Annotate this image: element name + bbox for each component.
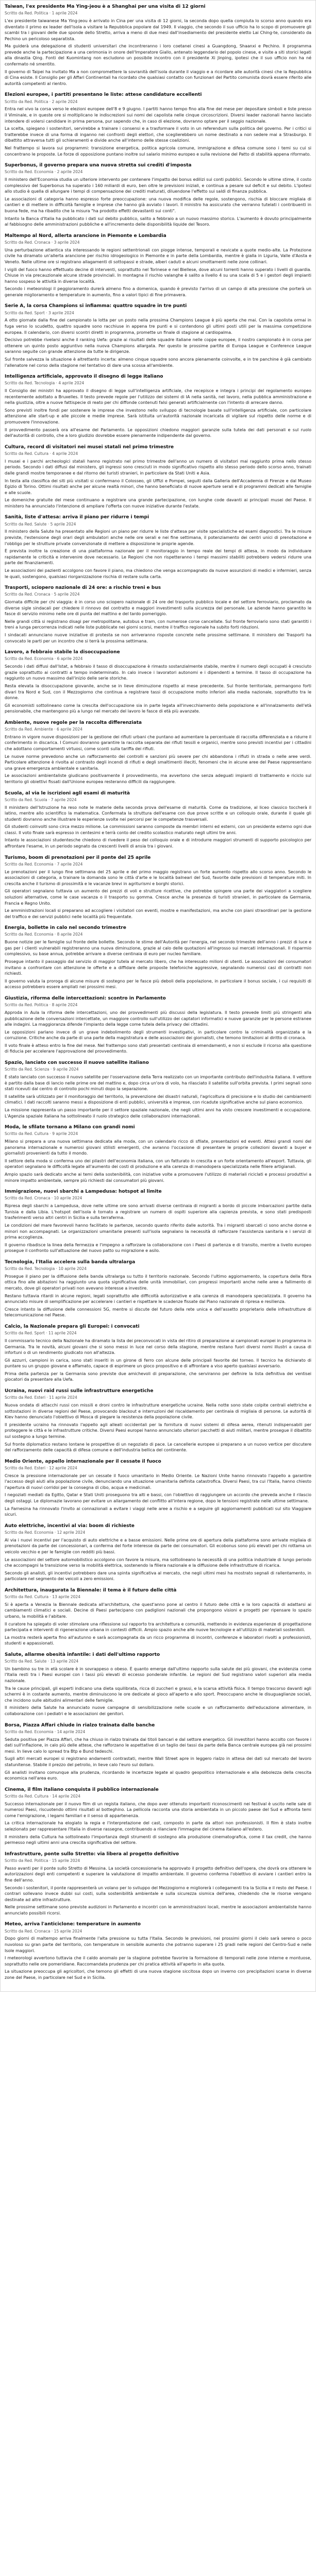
article (5, 995, 311, 1055)
article-paragraph: Secondo i sostenitori, il ponte rappresenterà un volano per lo sviluppo del Mezzogiorno e migliorerà i collegamenti tra la Sicilia e il resto del Paese. I contrari sollevano invece dubbi sui costi, sulla sostenibilità ambientale e sulla sicurezza sismica dell'area, chiedendo che le risorse vengano destinate ad altre infrastrutture. (5, 1885, 311, 1902)
article-title[interactable]: Intelligenza artificiale, approvato il disegno di legge italiano (5, 374, 163, 380)
article-meta: Scritto da Red. Sport · 11 aprile 2024 (5, 1331, 77, 1336)
article-meta: Scritto da Red. Tecnologia · 10 aprile 2024 (5, 1266, 87, 1271)
article-meta: Scritto da Red. Economia · 2 aprile 2024 (5, 170, 83, 175)
article-paragraph: Gli economisti sottolineano come la crescita dell'occupazione sia in parte legata all'invecchiamento della popolazione e all'innalzamento dell'età pensionabile, che mantengono più a lungo nel mercato del lavoro le fasce di età più avanzate. (5, 703, 311, 714)
article-paragraph: Le associazioni ambientaliste giudicano positivamente il provvedimento, ma avvertono che senza adeguati impianti di trattamento e riciclo sul territorio gli obiettivi fissati dall'Unione europea resteranno difficili da raggiungere. (5, 773, 311, 784)
article-paragraph: Gli operatori segnalano tuttavia un aumento dei prezzi di voli e strutture ricettive, che potrebbe spingere una parte dei viaggiatori a scegliere soluzioni alternative, come le case vacanza o il trasporto su gomma. Cresce anche la presenza di turisti stranieri, in particolare da Germania, Francia e Regno Unito. (5, 889, 311, 906)
article-paragraph: Il ministero dell'Economia studia un ulteriore intervento per contenere l'impatto dei bonus edilizi sui conti pubblici. Secondo le ultime stime, il costo complessivo del Superbonus ha superato i 160 miliardi di euro, ben oltre le previsioni iniziali, e continua a pesare sul deficit e sul debito. L'ipotesi allo studio è quella di allungare i tempi di compensazione dei crediti maturati, diluendone l'effetto sui saldi di finanza pubblica. (5, 177, 311, 194)
article-title[interactable]: Ambiente, nuove regole per la raccolta differenziata (5, 720, 142, 725)
article-body (5, 1866, 311, 1917)
article-meta: Scritto da Red. Esteri · 12 aprile 2024 (5, 1465, 77, 1470)
article-paragraph: La mostra resterà aperta fino all'autunno e sarà accompagnata da un ricco programma di incontri, conferenze e laboratori rivolti a professionisti, studenti e appassionati. (5, 1635, 311, 1646)
article-paragraph: Il governo di Taipei ha invitato Ma a non compromettere la sovranità dell'isola durante il viaggio e a ricordare alle autorità cinesi che la Repubblica di Cina esiste. Il Consiglio per gli Affari Continentali ha ricordato che qualsiasi contatto con funzionari del Partito comunista dovrà essere riferito alle autorità competenti al rientro. (5, 69, 311, 86)
article-body (5, 664, 311, 715)
article-paragraph: Gli studenti coinvolti sono circa mezzo milione. Le commissioni saranno composte da membri interni ed esterni, con un presidente esterno ogni due classi. Il voto finale sarà espresso in centesimi e terrà conto del credito scolastico maturato negli ultimi tre anni. (5, 824, 311, 835)
article (5, 1124, 311, 1183)
article-paragraph: La missione rappresenta un passo importante per il settore spaziale nazionale, che negli ultimi anni ha visto crescere investimenti e occupazione. L'Agenzia spaziale italiana ha sottolineato il ruolo strategico delle collaborazioni internazionali. (5, 1107, 311, 1118)
article-paragraph: Dopo giorni di maltempo arriva finalmente l'alta pressione su tutta l'Italia. Secondo le previsioni, nei prossimi giorni il cielo sarà sereno o poco nuvoloso su gran parte del territorio, con temperature in sensibile aumento che potranno superare i 25 gradi nelle regioni del Centro-Sud e nelle Isole maggiori. (5, 1936, 311, 1953)
article-meta: Scritto da Red. Politica · 15 aprile 2024 (5, 1858, 80, 1863)
article (5, 1921, 311, 1980)
article-paragraph: Il presidente ucraino ha rinnovato l'appello agli alleati occidentali per la fornitura di nuovi sistemi di difesa aerea, ritenuti indispensabili per proteggere le città e le infrastrutture critiche. Diversi Paesi europei hanno annunciato ulteriori pacchetti di aiuti militari, mentre prosegue il dibattito sul sostegno a lungo termine. (5, 1422, 311, 1439)
article-body (5, 106, 311, 157)
article-paragraph: Il governo valuta la proroga di alcune misure di sostegno per le fasce più deboli della popolazione, in particolare il bonus sociale, i cui requisiti di accesso potrebbero essere ampliati nei prossimi mesi. (5, 978, 311, 990)
article-meta: Scritto da Red. Politica · 2 aprile 2024 (5, 99, 78, 104)
article-paragraph: Secondo i meteorologi il peggioramento durerà almeno fino a domenica, quando è previsto l'arrivo di un campo di alta pressione che porterà un generale miglioramento e temperature in aumento, fino a valori tipici di fine primavera. (5, 286, 311, 297)
article-paragraph: Buone notizie per le famiglie sul fronte delle bollette. Secondo le stime dell'Autorità per l'energia, nel secondo trimestre dell'anno i prezzi di luce e gas per i clienti vulnerabili registreranno una nuova diminuzione, grazie al calo delle quotazioni all'ingrosso sui mercati internazionali. Il risparmio complessivo, su base annua, potrebbe arrivare a diverse centinaia di euro per nucleo familiare. (5, 940, 311, 957)
article-paragraph: In testa alla classifica dei siti più visitati si confermano il Colosseo, gli Uffizi e Pompei, seguiti dalla Galleria dell'Accademia di Firenze e dal Museo Egizio di Torino. Ottimi risultati anche per alcune realtà minori, che hanno beneficiato di nuove aperture serali e di programmi dedicati alle famiglie e alle scuole. (5, 478, 311, 495)
article-paragraph: Intanto le associazioni studentesche chiedono di rivedere il peso del colloquio orale e di introdurre maggiori strumenti di supporto psicologico per affrontare l'esame, in un periodo segnato da crescenti livelli di ansia tra i giovani. (5, 838, 311, 849)
article-meta: Scritto da Red. Cultura · 9 aprile 2024 (5, 1131, 78, 1137)
article-paragraph: Nelle grandi città si registrano disagi per metropolitane, autobus e tram, con numerose corse cancellate. Sul fronte ferroviario sono stati garantiti i treni a lunga percorrenza indicati nelle liste pubblicate nei giorni scorsi, mentre il traffico regionale ha subito forti riduzioni. (5, 619, 311, 630)
article (5, 303, 311, 368)
article-title[interactable]: Salute, allarme obesità infantile: i dati dell'ultimo rapporto (5, 1652, 160, 1657)
article-body (5, 177, 311, 228)
article-meta: Scritto da Red. Economia · 7 aprile 2024 (5, 861, 83, 867)
article-paragraph: Il provvedimento passerà ora all'esame del Parlamento. Le opposizioni chiedono maggiori garanzie sulla tutela dei dati personali e sul ruolo dell'autorità di controllo, che a loro giudizio dovrebbe essere pienamente indipendente dal governo. (5, 427, 311, 438)
article-paragraph: Il ministero della Salute ha presentato alle Regioni un piano per ridurre le liste d'attesa per visite specialistiche ed esami diagnostici. Tra le misure previste, l'estensione degli orari degli ambulatori anche nelle ore serali e nei fine settimana, il potenziamento dei centri unici di prenotazione e l'obbligo per le strutture private convenzionate di mettere a disposizione le proprie agende. (5, 529, 311, 546)
article (5, 162, 311, 228)
article (5, 374, 311, 439)
article-paragraph: La Farnesina ha rinnovato l'invito ai connazionali a evitare i viaggi nelle aree a rischio e a seguire gli aggiornamenti pubblicati sul sito Viaggiare sicuri. (5, 1506, 311, 1517)
article-meta: Scritto da Red. Cronaca · 10 aprile 2024 (5, 1196, 82, 1201)
article-paragraph: Resta elevata la disoccupazione giovanile, anche se in lieve diminuzione rispetto al mese precedente. Sul fronte territoriale, permangono forti divari tra Nord e Sud, con il Mezzogiorno che continua a registrare tassi di occupazione molto inferiori alla media nazionale, soprattutto tra le donne. (5, 683, 311, 701)
article-paragraph: Le nuove norme prevedono anche un rafforzamento dei controlli e sanzioni più severe per chi abbandona i rifiuti in strada o nelle aree verdi. Particolare attenzione è rivolta al contrasto degli incendi di rifiuti e degli smaltimenti illeciti, fenomeni che in alcune aree del Paese rappresentano una grave emergenza ambientale e sanitaria. (5, 754, 311, 771)
article-paragraph: La scelta, spiegano i sostenitori, servirebbe a trainare i consensi e a trasformare il voto in un referendum sulla politica del governo. Per i critici si tratterebbe invece di una forma di inganno nei confronti degli elettori, che sceglierebbero un nome destinato a non sedere mai a Strasburgo. Il dibattito attraversa tutti gli schieramenti e divide anche all'interno delle stesse coalizioni. (5, 126, 311, 143)
article (5, 1587, 311, 1647)
article-meta: Scritto da Red. Tecnologia · 4 aprile 2024 (5, 381, 85, 386)
article (5, 1787, 311, 1846)
article-body (5, 1010, 311, 1055)
article-title[interactable]: Architettura, inaugurata la Biennale: il tema è il futuro delle città (5, 1587, 177, 1593)
article-title[interactable]: Trasporti, sciopero nazionale di 24 ore: a rischio treni e bus (5, 585, 161, 591)
article-title[interactable]: Infrastrutture, ponte sullo Stretto: via libera al progetto definitivo (5, 1851, 179, 1857)
article-list (5, 4, 311, 1981)
article-paragraph: È stato lanciato con successo il nuovo satellite per l'osservazione della Terra realizzato con un importante contributo dell'industria italiana. Il vettore è partito dalla base di lancio nelle prime ore del mattino e, dopo circa un'ora di volo, ha rilasciato il satellite sull'orbita prevista. I primi segnali sono stati ricevuti dal centro di controllo pochi minuti dopo la separazione. (5, 1075, 311, 1092)
article-meta: Scritto da Red. Esteri · 11 aprile 2024 (5, 1395, 77, 1400)
article-paragraph: Il settore della moda si conferma uno dei pilastri dell'economia italiana, con un fatturato in crescita e un forte orientamento all'export. Tuttavia, gli operatori segnalano le difficoltà legate all'aumento dei costi di produzione e alla carenza di manodopera specializzata nelle filiere artigianali. (5, 1158, 311, 1170)
article-meta: Scritto da Red. Sport · 3 aprile 2024 (5, 310, 74, 315)
article-paragraph: Nelle prossime settimane sono previste audizioni in Parlamento e incontri con le amministrazioni locali, mentre le associazioni ambientaliste hanno annunciato possibili ricorsi. (5, 1905, 311, 1916)
article-meta: Scritto da Red. Cronaca · 15 aprile 2024 (5, 1928, 82, 1934)
article-paragraph: Il ministero della Salute ha annunciato nuove campagne di sensibilizzazione nelle scuole e un rafforzamento dell'educazione alimentare, in collaborazione con i pediatri e le associazioni dei genitori. (5, 1705, 311, 1717)
article-title[interactable]: Superbonus, il governo prepara una nuova stretta sui crediti d'imposta (5, 163, 192, 168)
article-paragraph: Successo internazionale per il nuovo film di un regista italiano, che dopo aver ottenuto importanti riconoscimenti nei festival è uscito nelle sale di numerosi Paesi, riscuotendo ottimi risultati al botteghino. La pellicola racconta una storia ambientata in un piccolo paese del Sud e affronta temi come l'emigrazione, i legami familiari e il senso di appartenenza. (5, 1801, 311, 1818)
article-body (5, 18, 311, 87)
article-body (5, 1338, 311, 1383)
article-meta: Scritto da Red. Economia · 8 aprile 2024 (5, 932, 83, 937)
article-paragraph: Restano tuttavia ritardi in alcune regioni, legati soprattutto alle difficoltà autorizzative e alla carenza di manodopera specializzata. Il governo ha annunciato misure di semplificazione per accelerare i cantieri e rispettare le scadenze fissate dal Piano nazionale di ripresa e resilienza. (5, 1293, 311, 1304)
article-title[interactable]: Taiwan, l'ex presidente Ma Ying-jeou è a Shanghai per una visita di 12 giorni (5, 4, 206, 9)
article-paragraph: Secondo i dati diffusi dall'Istat, a febbraio il tasso di disoccupazione è rimasto sostanzialmente stabile, mentre il numero degli occupati è cresciuto grazie soprattutto ai contratti a tempo indeterminato. In calo invece i lavoratori autonomi e i dipendenti a termine. Il tasso di occupazione ha raggiunto un nuovo massimo dall'inizio delle serie storiche. (5, 664, 311, 681)
article-meta: Scritto da Red. Cultura · 4 aprile 2024 (5, 451, 78, 456)
article-title[interactable]: Energia, bollette in calo nel secondo trimestre (5, 925, 126, 931)
article-paragraph: Gli azzurri, campioni in carica, sono stati inseriti in un girone di ferro con alcune delle principali favorite del torneo. Il tecnico ha dichiarato di puntare su un gruppo giovane e affamato, capace di esprimere un gioco propositivo e di affrontare a viso aperto qualsiasi avversario. (5, 1358, 311, 1369)
article-title[interactable]: Cultura, record di visitatori nei musei statali nel primo trimestre (5, 444, 174, 450)
article (5, 92, 311, 157)
article-title[interactable]: Lavoro, a febbraio stabile la disoccupazione (5, 650, 120, 655)
article-body (5, 1602, 311, 1647)
article-paragraph: Nuova ondata di attacchi russi con missili e droni contro le infrastrutture energetiche ucraine. Nella notte sono state colpite centrali elettriche e sottostazioni in diverse regioni del Paese, provocando blackout e interruzioni del riscaldamento per centinaia di migliaia di persone. Le autorità di Kiev hanno denunciato l'obiettivo di Mosca di piegare la resistenza della popolazione civile. (5, 1402, 311, 1420)
article-title[interactable]: Borsa, Piazza Affari chiude in rialzo trainata dalle banche (5, 1722, 155, 1728)
article-meta: Scritto da Red. Ambiente · 6 aprile 2024 (5, 726, 82, 732)
article-paragraph: Prima della partenza per la Germania sono previste due amichevoli di preparazione, che serviranno per definire la lista definitiva dei ventisei giocatori da presentare alla Uefa. (5, 1371, 311, 1382)
article-paragraph: Al via i nuovi incentivi per l'acquisto di auto elettriche e a basse emissioni. Nelle prime ore di apertura della piattaforma sono arrivate migliaia di prenotazioni da parte dei concessionari, a conferma del forte interesse da parte dei consumatori. Gli ecobonus sono più elevati per chi rottama un veicolo vecchio e per le famiglie con redditi più bassi. (5, 1537, 311, 1554)
article-paragraph: A otto giornate dalla fine del campionato la lotta per un posto nella prossima Champions League è più aperta che mai. Con la capolista ormai in fuga verso lo scudetto, quattro squadre sono racchiuse in appena tre punti e si contendono gli ultimi posti utili per la massima competizione europea. Il calendario, con diversi scontri diretti in programma, promette un finale di stagione al cardiopalma. (5, 318, 311, 335)
article-title[interactable]: Tecnologia, l'Italia accelera sulla banda ultralarga (5, 1259, 136, 1265)
article-title[interactable]: Maltempo al Nord, allerta arancione in Piemonte e Lombardia (5, 233, 167, 239)
article-paragraph: Milano si prepara a una nuova settimana dedicata alla moda, con un calendario ricco di sfilate, presentazioni ed eventi. Attesi grandi nomi del panorama internazionale e numerosi giovani stilisti emergenti, che avranno l'occasione di presentare le proprie collezioni davanti a buyer e giornalisti provenienti da tutto il mondo. (5, 1139, 311, 1156)
article-paragraph: Entrano in vigore nuove disposizioni per la gestione dei rifiuti urbani che puntano ad aumentare la percentuale di raccolta differenziata e a ridurre il conferimento in discarica. I Comuni dovranno garantire la raccolta separata dei rifiuti tessili e organici, mentre sono previsti incentivi per i cittadini che adottano comportamenti virtuosi, come sconti sulla tariffa dei rifiuti. (5, 734, 311, 752)
article-title[interactable]: Cinema, il film italiano conquista il pubblico internazionale (5, 1787, 159, 1792)
article-meta: Scritto da Red. Scienza · 9 aprile 2024 (5, 1067, 79, 1072)
article-title[interactable]: Scuola, al via le iscrizioni agli esami di maturità (5, 790, 130, 796)
article-body (5, 1537, 311, 1582)
article (5, 1722, 311, 1782)
article-paragraph: La situazione preoccupa gli agricoltori, che temono gli effetti di una nuova stagione siccitosa dopo un inverno con precipitazioni scarse in diverse zone del Paese, in particolare nel Sud e in Sicilia. (5, 1969, 311, 1980)
article-paragraph: Le associazioni del settore automobilistico accolgono con favore la misura, ma sottolineano la necessità di una politica industriale di lungo periodo che accompagni la transizione verso la mobilità elettrica, sostenendo la filiera nazionale e la diffusione delle infrastrutture di ricarica. (5, 1557, 311, 1568)
article (5, 790, 311, 850)
article-body (5, 529, 311, 580)
article-body (5, 1274, 311, 1318)
article-paragraph: Sul fronte salvezza la situazione è altrettanto incerta: almeno cinque squadre sono ancora pienamente coinvolte, e in tre panchine è già cambiato l'allenatore nel corso della stagione nel tentativo di dare una scossa all'ambiente. (5, 357, 311, 368)
article-paragraph: Entra nel vivo la corsa verso le elezioni europee dell'8 e 9 giugno. I partiti hanno tempo fino alla fine del mese per depositare simboli e liste presso il Viminale, e in queste ore si moltiplicano le indiscrezioni sui nomi dei capolista nelle cinque circoscrizioni. Diversi leader nazionali hanno lasciato intendere di volersi candidare in prima persona, pur sapendo che, in caso di elezione, dovranno optare per il seggio nazionale. (5, 107, 311, 124)
article-paragraph: Le prenotazioni per il lungo fine settimana del 25 aprile e del primo maggio registrano un forte aumento rispetto allo scorso anno. Secondo le associazioni di categoria, a trainare la domanda sono le città d'arte e le località balneari del Sud, favorite dalle previsioni di temperature miti. In crescita anche il turismo di prossimità e le vacanze brevi in agriturismi e borghi storici. (5, 869, 311, 886)
article-paragraph: I meteorologi avvertono tuttavia che il caldo anomalo per la stagione potrebbe favorire la formazione di temporali nelle zone interne e montuose, soprattutto nelle ore pomeridiane. Raccomandata prudenza per chi pratica attività all'aperto in alta quota. (5, 1956, 311, 1967)
article-body (5, 1737, 311, 1782)
article-paragraph: Tra le cause principali, gli esperti indicano una dieta squilibrata, ricca di zuccheri e grassi, e la scarsa attività fisica. Il tempo trascorso davanti agli schermi è in costante aumento, mentre diminuiscono le ore dedicate al gioco all'aperto e allo sport. Preoccupano anche le disuguaglianze sociali, che incidono sulle abitudini alimentari delle famiglie. (5, 1686, 311, 1703)
article-paragraph: Il curatore ha spiegato di voler stimolare una riflessione sul rapporto tra architettura e comunità, mettendo in evidenza esperienze di progettazione partecipata e interventi di rigenerazione urbana in contesti difficili. Ampio spazio anche alle nuove tecnologie e all'utilizzo di materiali sostenibili. (5, 1621, 311, 1633)
article-paragraph: Il ministero della Cultura ha sottolineato l'importanza degli strumenti di sostegno alla produzione cinematografica, come il tax credit, che hanno permesso negli ultimi anni una crescita significativa del settore. (5, 1834, 311, 1845)
article-paragraph: Gli analisti invitano comunque alla prudenza, ricordando le incertezze legate al quadro geopolitico internazionale e alla debolezza della crescita economica nell'area euro. (5, 1770, 311, 1781)
article (5, 444, 311, 510)
article (5, 585, 311, 644)
article-title[interactable]: Elezioni europee, i partiti presentano le liste: attese candidature eccellenti (5, 92, 202, 98)
article (5, 1060, 311, 1119)
article-body (5, 599, 311, 644)
article-paragraph: Nel frattempo si lavora sui programmi: transizione energetica, politica agricola comune, immigrazione e difesa comune sono i temi su cui si concentrano le proposte. Le forze di opposizione puntano inoltre sul salario minimo europeo e sulla revisione del Patto di stabilità appena riformato. (5, 145, 311, 157)
article-paragraph: Ripresa degli sbarchi a Lampedusa, dove nelle ultime ore sono arrivati diverse centinaia di migranti a bordo di piccole imbarcazioni partite dalla Tunisia e dalla Libia. L'hotspot dell'isola è tornato a registrare un numero di ospiti superiore alla capienza prevista, e sono stati predisposti trasferimenti verso altri centri in Sicilia e sulla terraferma. (5, 1204, 311, 1221)
article (5, 1523, 311, 1582)
article (5, 1459, 311, 1518)
article-meta: Scritto da Red. Politica · 1 aprile 2024 (5, 11, 78, 16)
article (5, 1388, 311, 1453)
article-paragraph: I sindacati annunciano nuove iniziative di protesta se non arriveranno risposte concrete nelle prossime settimane. Il ministero dei Trasporti ha convocato le parti per un incontro che si terrà la prossima settimana. (5, 633, 311, 643)
article-paragraph: I vigili del fuoco hanno effettuato decine di interventi, soprattutto nel Torinese e nel Biellese, dove alcuni torrenti hanno superato i livelli di guardia. Chiuse in via precauzionale alcune strade provinciali. In montagna il rischio valanghe è salito a livello 4 su una scala di 5 e i gestori degli impianti hanno sospeso le attività in diverse località. (5, 267, 311, 284)
article-paragraph: Il governo ribadisce la linea della fermezza e l'impegno a rafforzare la collaborazione con i Paesi di partenza e di transito, mentre a livello europeo prosegue il confronto sull'attuazione del nuovo patto su migrazione e asilo. (5, 1242, 311, 1253)
article (5, 1851, 311, 1917)
article-meta: Scritto da Red. Salute · 5 aprile 2024 (5, 521, 76, 527)
article-paragraph: Le associazioni dei pazienti accolgono con favore il piano, ma chiedono che venga accompagnato da nuove assunzioni di medici e infermieri, senza le quali, sostengono, qualsiasi riorganizzazione rischia di restare sulla carta. (5, 568, 311, 579)
article-body (5, 1203, 311, 1254)
article-body (5, 459, 311, 510)
article-body (5, 1074, 311, 1119)
article-paragraph: La critica internazionale ha elogiato la regia e l'interpretazione del cast, composto in parte da attori non professionisti. Il film è stato inoltre selezionato per rappresentare l'Italia in diverse rassegne, contribuendo a rilanciare l'immagine del cinema italiano all'estero. (5, 1821, 311, 1832)
article-body (5, 869, 311, 920)
article-title[interactable]: Giustizia, riforma delle intercettazioni: scontro in Parlamento (5, 996, 166, 1001)
article-title[interactable]: Sanità, liste d'attesa: arriva il piano per ridurre i tempi (5, 515, 149, 520)
article-meta: Scritto da Red. Cultura · 14 aprile 2024 (5, 1793, 80, 1799)
article-paragraph: Il ministero dell'Istruzione ha reso note le materie della seconda prova dell'esame di maturità. Come da tradizione, al liceo classico toccherà il latino, mentre allo scientifico la matematica. Confermata la struttura dell'esame con due prove scritte e un colloquio orale, durante il quale gli studenti dovranno anche illustrare le esperienze svolte nei percorsi per le competenze trasversali. (5, 805, 311, 822)
article-body (5, 1139, 311, 1183)
article-meta: Scritto da Red. Cultura · 13 aprile 2024 (5, 1594, 80, 1599)
article (5, 1652, 311, 1717)
article-title[interactable]: Spazio, lanciato con successo il nuovo satellite italiano (5, 1060, 149, 1066)
article-title[interactable]: Medio Oriente, appello internazionale per il cessate il fuoco (5, 1459, 161, 1464)
article-title[interactable]: Auto elettriche, incentivi al via: boom di richieste (5, 1523, 135, 1529)
article-paragraph: Le amministrazioni locali si preparano ad accogliere i visitatori con eventi, mostre e manifestazioni, ma anche con piani straordinari per la gestione del traffico e dei servizi pubblici nelle località più frequentate. (5, 908, 311, 919)
article-body (5, 247, 311, 298)
article-meta: Scritto da Red. Cronaca · 3 aprile 2024 (5, 240, 80, 245)
article-paragraph: Un bambino su tre in età scolare è in sovrappeso o obeso. È quanto emerge dall'ultimo rapporto sulla salute dei più giovani, che evidenzia come l'Italia resti tra i Paesi europei con i tassi più elevati di eccesso ponderale infantile. Le regioni del Sud registrano valori superiori alla media nazionale. (5, 1666, 311, 1684)
article-paragraph: Secondo gli analisti, gli incentivi potrebbero dare una spinta significativa al mercato, che negli ultimi mesi ha mostrato segnali di rallentamento, in particolare nel segmento dei veicoli a zero emissioni. (5, 1570, 311, 1582)
article-paragraph: Una perturbazione atlantica sta interessando le regioni settentrionali con piogge intense, temporali e nevicate a quote medio-alte. La Protezione civile ha diramato un'allerta arancione per rischio idrogeologico in Piemonte e in parte della Lombardia, mentre è gialla in Liguria, Valle d'Aosta e Veneto. Nelle ultime ore si registrano allagamenti di sottopassi e strade, alberi caduti e alcuni smottamenti nelle zone collinari. (5, 247, 311, 264)
article-paragraph: Sul fronte diplomatico restano lontane le prospettive di un negoziato di pace. Le cancellerie europee si preparano a un nuovo vertice per discutere del rafforzamento delle capacità di difesa comune e dell'industria bellica del continente. (5, 1442, 311, 1453)
article-paragraph: Il voto finale è atteso entro la fine del mese. Nel frattempo sono stati presentati centinaia di emendamenti, e non si esclude il ricorso alla questione di fiducia per accelerare l'approvazione del provvedimento. (5, 1043, 311, 1054)
article-paragraph: Giornata difficile per chi viaggia: è in corso uno sciopero nazionale di 24 ore del trasporto pubblico locale e del settore ferroviario, proclamato da diverse sigle sindacali per chiedere il rinnovo del contratto e maggiori investimenti sulla sicurezza del personale. Le aziende hanno garantito le fasce di servizio minimo nelle ore di punta del mattino e del tardo pomeriggio. (5, 600, 311, 617)
article-paragraph: Cresce intanto la diffusione delle connessioni 5G, mentre si discute del futuro della rete unica e dell'assetto proprietario delle infrastrutture di telecomunicazione nel Paese. (5, 1307, 311, 1318)
article-title[interactable]: Turismo, boom di prenotazioni per il ponte del 25 aprile (5, 855, 151, 860)
article-paragraph: Cresce la pressione internazionale per un cessate il fuoco umanitario in Medio Oriente. Le Nazioni Unite hanno rinnovato l'appello a garantire l'accesso degli aiuti alla popolazione civile, denunciando una situazione umanitaria definita catastrofica. Diversi Paesi, tra cui l'Italia, hanno chiesto l'apertura di nuovi corridoi per la consegna di cibo, acqua e medicinali. (5, 1473, 311, 1490)
article-paragraph: È prevista inoltre la creazione di una piattaforma nazionale per il monitoraggio in tempo reale dei tempi di attesa, in modo da individuare rapidamente le criticità e intervenire dove necessario. Le Regioni che non rispetteranno i tempi massimi stabiliti potrebbero vedersi ridurre una parte dei finanziamenti. (5, 549, 311, 566)
article (5, 1324, 311, 1383)
article (5, 649, 311, 715)
article-paragraph: Le domeniche gratuite del mese continuano a registrare una grande partecipazione, con lunghe code davanti ai principali musei del Paese. Il ministero ha annunciato l'intenzione di ampliare l'offerta con nuove iniziative durante l'estate. (5, 498, 311, 509)
article-paragraph: Il commissario tecnico della Nazionale ha diramato la lista dei preconvocati in vista del ritiro di preparazione ai campionati europei in programma in Germania. Tra le novità, alcuni giovani che si sono messi in luce nel corso della stagione, mentre restano fuori diversi nomi illustri a causa di infortuni o di un rendimento giudicato non all'altezza. (5, 1338, 311, 1355)
article-paragraph: I negoziati mediati da Egitto, Qatar e Stati Uniti proseguono tra alti e bassi, con l'obiettivo di raggiungere un accordo che preveda anche il rilascio degli ostaggi. Le diplomazie lavorano per evitare un allargamento del conflitto all'intera regione, dopo le tensioni registrate nelle ultime settimane. (5, 1493, 311, 1504)
article-paragraph: Ampio spazio sarà dedicato anche ai temi della sostenibilità, con iniziative volte a promuovere l'utilizzo di materiali riciclati e processi produttivi a minore impatto ambientale, sempre più richiesti dai consumatori più giovani. (5, 1172, 311, 1183)
article-paragraph: Prosegue il piano per la diffusione della banda ultralarga su tutto il territorio nazionale. Secondo l'ultimo aggiornamento, la copertura della fibra ottica fino alle abitazioni ha raggiunto una quota significativa delle unità immobiliari, con progressi importanti anche nelle aree a fallimento di mercato, dove gli operatori privati non avevano interesse a investire. (5, 1274, 311, 1291)
article-paragraph: Il satellite sarà utilizzato per il monitoraggio del territorio, la prevenzione dei disastri naturali, l'agricoltura di precisione e lo studio dei cambiamenti climatici. I dati raccolti saranno messi a disposizione di enti pubblici, università e imprese, con ricadute significative anche sul piano economico. (5, 1094, 311, 1105)
article (5, 855, 311, 920)
article-body (5, 317, 311, 368)
article-meta: Scritto da Red. Politica · 8 aprile 2024 (5, 1003, 78, 1008)
article (5, 233, 311, 298)
article-meta: Scritto da Red. Economia · 6 aprile 2024 (5, 656, 83, 662)
article (5, 720, 311, 785)
article-title[interactable]: Ucraina, nuovi raid russi sulle infrastrutture energetiche (5, 1388, 154, 1394)
article-title[interactable]: Moda, le sfilate tornano a Milano con grandi nomi (5, 1125, 135, 1130)
article-meta: Scritto da Red. Salute · 13 aprile 2024 (5, 1659, 79, 1664)
article-paragraph: Decisivo potrebbe rivelarsi anche il ranking Uefa: grazie ai risultati delle squadre italiane nelle coppe europee, il nostro campionato è in corsa per ottenere un quinto posto aggiuntivo nella nuova Champions allargata. Per questo le prossime partite di Europa League e Conference League saranno seguite con grande attenzione da tutte le dirigenze. (5, 337, 311, 354)
article-paragraph: Seduta positiva per Piazza Affari, che ha chiuso in rialzo trainata dai titoli bancari e dal settore energetico. Gli investitori hanno accolto con favore i dati sull'inflazione, in calo più delle attese, che rafforzano le aspettative di un taglio dei tassi da parte della Banca centrale europea già nei prossimi mesi. In lieve calo lo spread tra Btp e Bund tedeschi. (5, 1737, 311, 1754)
article-body (5, 1936, 311, 1980)
article-paragraph: Ma guiderà una delegazione di studenti universitari che incontreranno i loro coetanei cinesi a Guangdong, Shaanxi e Pechino. Il programma prevede anche la partecipazione a una cerimonia in onore dell'Imperatore Giallo, antenato leggendario del popolo cinese, e visite a siti storici legati alla dinastia Qing. Fonti del Kuomintang non escludono un possibile incontro con il presidente Xi Jinping, ipotesi che il suo ufficio non ha né confermato né smentito. (5, 44, 311, 67)
article-title[interactable]: Serie A, la corsa Champions si infiamma: quattro squadre in tre punti (5, 303, 187, 309)
article-body (5, 388, 311, 439)
article (5, 925, 311, 990)
article-paragraph: Si è aperta a Venezia la Biennale dedicata all'architettura, che quest'anno pone al centro il futuro delle città e la loro capacità di adattarsi ai cambiamenti climatici e sociali. Decine di Paesi partecipano con padiglioni nazionali che propongono visioni e progetti per ripensare lo spazio urbano, la mobilità e l'abitare. (5, 1602, 311, 1619)
article (5, 1189, 311, 1254)
article-meta: Scritto da Red. Economia · 14 aprile 2024 (5, 1729, 86, 1734)
article-meta: Scritto da Red. Cronaca · 5 aprile 2024 (5, 592, 80, 597)
article (5, 1259, 311, 1318)
article (5, 514, 311, 580)
article-paragraph: I musei e i parchi archeologici statali hanno registrato nel primo trimestre dell'anno un numero di visitatori mai raggiunto prima nello stesso periodo. Secondo i dati diffusi dal ministero, gli ingressi sono cresciuti in modo significativo rispetto allo stesso periodo dello scorso anno, trainati dalle grandi mostre temporanee e dal ritorno dei turisti stranieri, in particolare da Stati Uniti e Asia. (5, 459, 311, 476)
article-paragraph: Le condizioni del mare favorevoli hanno facilitato le partenze, secondo quanto riferito dalle autorità. Tra i migranti sbarcati ci sono anche donne e minori non accompagnati. Le organizzazioni umanitarie presenti sull'isola segnalano la necessità di rafforzare l'assistenza sanitaria e i servizi di prima accoglienza. (5, 1223, 311, 1240)
article-body (5, 1473, 311, 1518)
article-paragraph: Le opposizioni parlano invece di un grave indebolimento degli strumenti investigativi, in particolare contro la criminalità organizzata e la corruzione. Critiche anche da parte di una parte della magistratura e delle associazioni dei giornalisti, che temono limitazioni al diritto di cronaca. (5, 1029, 311, 1041)
article-paragraph: Il Consiglio dei ministri ha approvato il disegno di legge sull'intelligenza artificiale, che recepisce e integra i principi del regolamento europeo recentemente adottato a Bruxelles. Il testo prevede regole per l'utilizzo dei sistemi di IA nella sanità, nel lavoro, nella pubblica amministrazione e nella giustizia, oltre a nuove fattispecie di reato per chi diffonde contenuti falsi generati artificialmente con l'intento di arrecare danno. (5, 388, 311, 405)
article-body (5, 1402, 311, 1453)
article-paragraph: Passo avanti per il ponte sullo Stretto di Messina. La società concessionaria ha approvato il progetto definitivo dell'opera, che dovrà ora ottenere le autorizzazioni degli enti competenti e superare la valutazione di impatto ambientale. Il governo conferma l'obiettivo di avviare i cantieri entro la fine dell'anno. (5, 1866, 311, 1883)
article-paragraph: Intanto la Banca d'Italia ha pubblicato i dati sul debito pubblico, salito a febbraio a un nuovo massimo storico. L'aumento è dovuto principalmente al fabbisogno delle amministrazioni pubbliche e all'incremento delle disponibilità liquide del Tesoro. (5, 216, 311, 227)
article-title[interactable]: Meteo, arriva l'anticiclone: temperature in aumento (5, 1922, 141, 1927)
article-paragraph: Le associazioni di categoria hanno espresso forte preoccupazione: una nuova modifica delle regole, sostengono, rischia di bloccare migliaia di cantieri e di mettere in difficoltà famiglie e imprese che hanno già avviato i lavori. Il ministro ha assicurato che verranno tutelati i contribuenti in buona fede, ma ha ribadito che la misura "ha prodotto effetti devastanti sui conti". (5, 196, 311, 214)
article-paragraph: Approda in Aula la riforma delle intercettazioni, uno dei provvedimenti più discussi della legislatura. Il testo prevede limiti più stringenti alla pubblicazione delle conversazioni intercettate, un maggiore controllo sull'utilizzo dei captatori informatici e nuove garanzie per le persone estranee alle indagini. La maggioranza difende l'impianto della legge come tutela della privacy dei cittadini. (5, 1010, 311, 1027)
article-body (5, 1666, 311, 1717)
article-body (5, 734, 311, 785)
article-body (5, 1801, 311, 1846)
article-paragraph: L'ex presidente taiwanese Ma Ying-jeou è arrivato in Cina per una visita di 12 giorni, la seconda dopo quella compiuta lo scorso anno quando era diventato il primo ex leader dell'isola a visitare la Repubblica popolare dal 1949. Il viaggio, che secondo il suo ufficio ha lo scopo di promuovere gli scambi tra i giovani delle due sponde dello Stretto, arriva a meno di due mesi dall'insediamento del presidente eletto Lai Ching-te, considerato da Pechino un pericoloso separatista. (5, 18, 311, 41)
article-meta: Scritto da Red. Scuola · 7 aprile 2024 (5, 797, 77, 802)
article (5, 4, 311, 87)
article-title[interactable]: Immigrazione, nuovi sbarchi a Lampedusa: hotspot al limite (5, 1189, 162, 1195)
article-body (5, 805, 311, 850)
article-body (5, 939, 311, 990)
article-paragraph: Sugli altri mercati europei si registrano andamenti contrastati, mentre Wall Street apre in leggero rialzo in attesa dei dati sul mercato del lavoro statunitense. Stabile il prezzo del petrolio, in lieve calo l'euro sul dollaro. (5, 1756, 311, 1767)
article-meta: Scritto da Red. Economia · 12 aprile 2024 (5, 1530, 86, 1535)
article-paragraph: Sono previsti inoltre fondi per sostenere le imprese che investono nello sviluppo di tecnologie basate sull'intelligenza artificiale, con particolare attenzione alle start-up e alle piccole e medie imprese. Sarà istituita un'autorità nazionale incaricata di vigilare sul rispetto delle norme e di promuovere l'innovazione. (5, 408, 311, 425)
article-title[interactable]: Calcio, la Nazionale prepara gli Europei: i convocati (5, 1324, 140, 1329)
article-paragraph: Prosegue intanto il passaggio dal servizio di maggior tutela al mercato libero, che ha interessato milioni di utenti. Le associazioni dei consumatori invitano a confrontare con attenzione le offerte e a diffidare delle proposte telefoniche aggressive, segnalando numerosi casi di contratti non richiesti. (5, 959, 311, 976)
